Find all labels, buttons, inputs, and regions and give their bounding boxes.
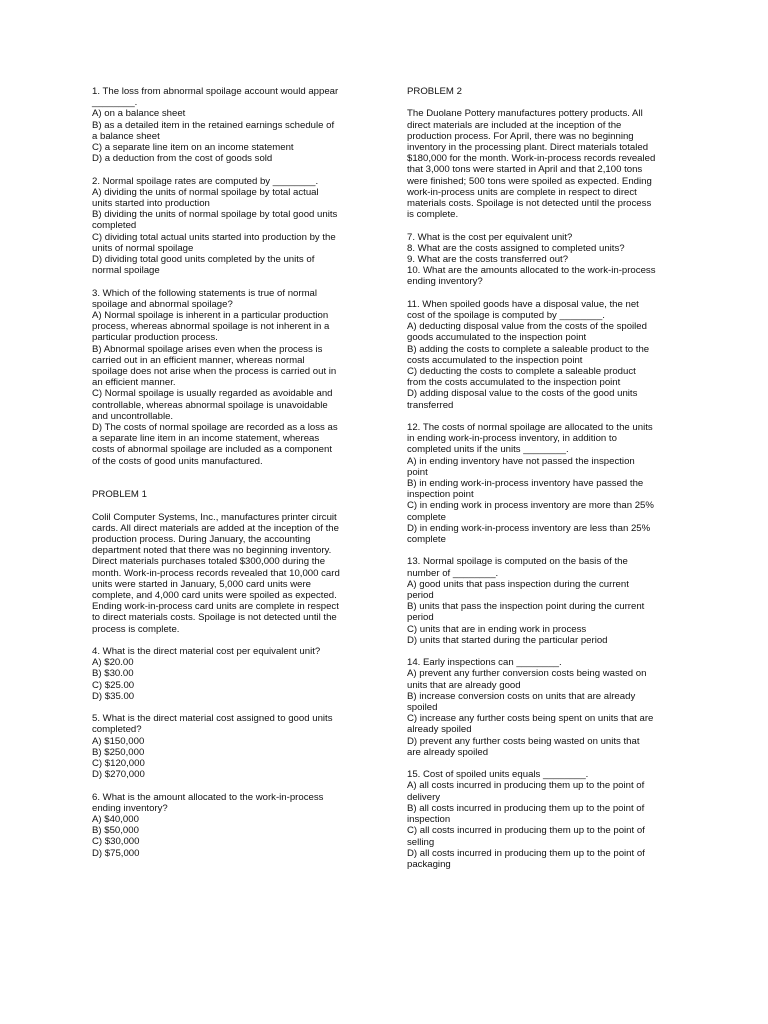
text-line: B) all costs incurred in producing them up to the point of: [407, 802, 645, 814]
text-line: completed?: [92, 724, 142, 736]
text-line: from the costs accumulated to the inspection point: [407, 377, 621, 389]
text-line: A) on a balance sheet: [92, 108, 186, 120]
text-line: costs of abnormal spoilage are included as a component: [92, 444, 332, 456]
text-line: 4. What is the direct material cost per equivalent unit?: [92, 646, 321, 658]
text-line: complete: [407, 534, 446, 546]
text-line: period: [407, 612, 434, 624]
text-line: a separate line item in an income statement, whereas: [92, 433, 320, 445]
text-line: an efficient manner.: [92, 377, 176, 389]
spacer: [92, 467, 364, 478]
text-line: 9. What are the costs transferred out?: [407, 254, 569, 266]
text-line: completed units if the units ________.: [407, 444, 569, 456]
text-line: 12. The costs of normal spoilage are allocated to the units: [407, 422, 653, 434]
spacer: [407, 97, 677, 108]
text-line: process, whereas abnormal spoilage is not inherent in a: [92, 321, 330, 333]
spacer: [407, 411, 677, 422]
text-line: $180,000 for the month. Work-in-process records revealed: [407, 153, 656, 165]
text-line: A) in ending inventory have not passed the inspection: [407, 455, 635, 467]
text-line: C) in ending work in process inventory are more than 25%: [407, 500, 654, 512]
text-line: Direct materials purchases totaled $300,000 during the: [92, 556, 326, 568]
text-line: Ending work-in-process card units are complete in respect: [92, 601, 339, 613]
text-line: 14. Early inspections can ________.: [407, 657, 562, 669]
left-column: [92, 86, 364, 859]
text-line: 15. Cost of spoiled units equals ________.: [407, 769, 589, 781]
text-line: Colil Computer Systems, Inc., manufactures printer circuit: [92, 511, 337, 523]
text-line: D) prevent any further costs being wasted on units that: [407, 735, 640, 747]
text-line: already spoiled: [407, 724, 472, 736]
text-line: A) all costs incurred in producing them up to the point of: [407, 780, 645, 792]
text-line: carried out in an efficient manner, whereas normal: [92, 354, 305, 366]
text-line: A) $40,000: [92, 814, 139, 826]
text-line: inventory in the processing plant. Direct materials totaled: [407, 142, 649, 153]
text-line: D) dividing total good units completed by the units of: [92, 254, 315, 266]
text-line: D) units that started during the particular period: [407, 634, 608, 646]
spacer: [92, 780, 364, 791]
text-line: units that are already good: [407, 679, 521, 691]
text-line: B) in ending work-in-process inventory have passed the: [407, 478, 644, 490]
text-line: C) dividing total actual units started into production by the: [92, 231, 336, 243]
text-line: B) adding the costs to complete a saleable product to the: [407, 343, 650, 355]
text-line: D) all costs incurred in producing them up to the point of: [407, 847, 645, 859]
text-line: 10. What are the amounts allocated to the work-in-process: [407, 265, 656, 277]
text-line: spoilage does not arise when the process is carried out in: [92, 366, 337, 378]
text-line: C) $30,000: [92, 836, 140, 848]
text-line: C) increase any further costs being spent on units that are: [407, 713, 654, 725]
text-line: 2. Normal spoilage rates are computed by ________.: [92, 175, 319, 187]
text-line: D) $270,000: [92, 769, 145, 781]
text-line: B) Abnormal spoilage arises even when the process is: [92, 343, 323, 355]
text-line: C) a separate line item on an income statement: [92, 142, 294, 154]
text-line: and uncontrollable.: [92, 410, 174, 422]
text-line: delivery: [407, 791, 441, 803]
text-line: B) increase conversion costs on units that are already: [407, 690, 636, 702]
spacer: [92, 500, 364, 511]
spacer: [92, 276, 364, 287]
text-line: normal spoilage: [92, 265, 160, 277]
text-line: materials costs. Spoilage is not detected until the process: [407, 198, 652, 210]
text-line: goods accumulated to the inspection point: [407, 332, 587, 344]
spacer: [407, 288, 677, 299]
spacer: [407, 758, 677, 769]
text-line: A) good units that pass inspection during the current: [407, 578, 629, 590]
text-line: 1. The loss from abnormal spoilage account would appear: [92, 86, 339, 97]
spacer: [92, 164, 364, 175]
text-line: in ending work-in-process inventory, in addition to: [407, 433, 617, 445]
text-line: 11. When spoiled goods have a disposal value, the net: [407, 298, 639, 310]
text-line: A) prevent any further conversion costs being wasted on: [407, 668, 647, 680]
text-line: The Duolane Pottery manufactures pottery products. All: [407, 108, 643, 120]
text-line: month. Work-in-process records revealed that 10,000 card: [92, 567, 340, 579]
text-line: cost of the spoilage is computed by ________.: [407, 310, 605, 322]
spacer: [92, 635, 364, 646]
text-line: process is complete.: [92, 623, 180, 635]
text-line: period: [407, 590, 434, 602]
spacer: [407, 545, 677, 556]
text-line: transferred: [407, 399, 454, 411]
text-line: D) $35.00: [92, 690, 135, 702]
text-line: were finished; 500 tons were spoiled as expected. Ending: [407, 175, 652, 187]
text-line: 6. What is the amount allocated to the work-in-process: [92, 791, 324, 803]
text-line: A) $150,000: [92, 735, 145, 747]
text-line: B) $50,000: [92, 825, 139, 837]
text-line: 13. Normal spoilage is computed on the basis of the: [407, 556, 628, 568]
text-line: D) The costs of normal spoilage are recorded as a loss as: [92, 422, 338, 434]
text-line: completed: [92, 220, 137, 232]
text-line: a balance sheet: [92, 130, 160, 142]
text-line: D) in ending work-in-process inventory are less than 25%: [407, 522, 651, 534]
text-line: B) $30.00: [92, 668, 134, 680]
text-line: units were started in January, 5,000 card units were: [92, 578, 311, 590]
text-line: PROBLEM 1: [92, 489, 147, 501]
text-line: A) dividing the units of normal spoilage by total actual: [92, 186, 319, 198]
text-line: complete: [407, 511, 446, 523]
text-line: B) as a detailed item in the retained earnings schedule of: [92, 119, 335, 131]
text-line: ________.: [92, 97, 138, 109]
text-line: is complete.: [407, 209, 459, 221]
spacer: [407, 220, 677, 231]
text-line: ending inventory?: [407, 276, 483, 288]
spacer: [92, 702, 364, 713]
text-line: C) $120,000: [92, 758, 145, 770]
text-line: D) adding disposal value to the costs of the good units: [407, 388, 638, 400]
text-line: controllable, whereas abnormal spoilage is unavoidable: [92, 399, 328, 411]
text-line: C) all costs incurred in producing them up to the point of: [407, 825, 645, 837]
text-line: production process. For April, there was no beginning: [407, 130, 634, 142]
text-line: spoilage and abnormal spoilage?: [92, 298, 233, 310]
text-line: 7. What is the cost per equivalent unit?: [407, 231, 573, 243]
text-line: C) units that are in ending work in process: [407, 623, 587, 635]
text-line: spoiled: [407, 702, 438, 714]
text-line: B) dividing the units of normal spoilage by total good units: [92, 209, 338, 221]
text-line: D) a deduction from the cost of goods sold: [92, 153, 273, 165]
text-line: work-in-process units are complete in respect to direct: [407, 186, 637, 198]
text-line: A) Normal spoilage is inherent in a particular production: [92, 310, 329, 322]
text-line: department noted that there was no beginning inventory.: [92, 545, 332, 557]
text-line: packaging: [407, 858, 451, 870]
text-line: PROBLEM 2: [407, 86, 462, 97]
text-line: inspection point: [407, 489, 474, 501]
text-line: C) deducting the costs to complete a saleable product: [407, 366, 636, 378]
text-line: C) $25.00: [92, 679, 135, 691]
text-line: direct materials are included at the inception of the: [407, 119, 622, 131]
text-line: particular production process.: [92, 332, 218, 344]
text-line: 8. What are the costs assigned to completed units?: [407, 242, 625, 254]
text-line: B) units that pass the inspection point during the current: [407, 601, 645, 613]
text-line: production process. During January, the accounting: [92, 534, 311, 546]
text-line: D) $75,000: [92, 847, 140, 859]
text-line: complete, and 4,000 card units were spoiled as expected.: [92, 590, 337, 602]
text-line: units started into production: [92, 198, 210, 210]
text-line: are already spoiled: [407, 746, 489, 758]
text-line: cards. All direct materials are added at the inception of the: [92, 522, 339, 534]
text-line: A) deducting disposal value from the costs of the spoiled: [407, 321, 647, 333]
spacer: [92, 478, 364, 489]
text-line: ending inventory?: [92, 802, 168, 814]
text-line: A) $20.00: [92, 657, 134, 669]
text-line: inspection: [407, 814, 451, 826]
text-line: number of ________.: [407, 567, 499, 579]
text-line: to direct materials costs. Spoilage is not detected until the: [92, 612, 337, 624]
text-line: of the costs of good units manufactured.: [92, 455, 263, 467]
text-line: units of normal spoilage: [92, 242, 194, 254]
text-line: selling: [407, 836, 435, 848]
text-line: point: [407, 466, 428, 478]
text-line: B) $250,000: [92, 746, 145, 758]
right-column: [407, 86, 677, 870]
text-line: 3. Which of the following statements is true of normal: [92, 287, 318, 299]
spacer: [407, 646, 677, 657]
text-line: that 3,000 tons were started in April and that 2,100 tons: [407, 164, 643, 176]
text-line: C) Normal spoilage is usually regarded as avoidable and: [92, 388, 333, 400]
text-line: costs accumulated to the inspection point: [407, 354, 583, 366]
text-line: 5. What is the direct material cost assigned to good units: [92, 713, 333, 725]
